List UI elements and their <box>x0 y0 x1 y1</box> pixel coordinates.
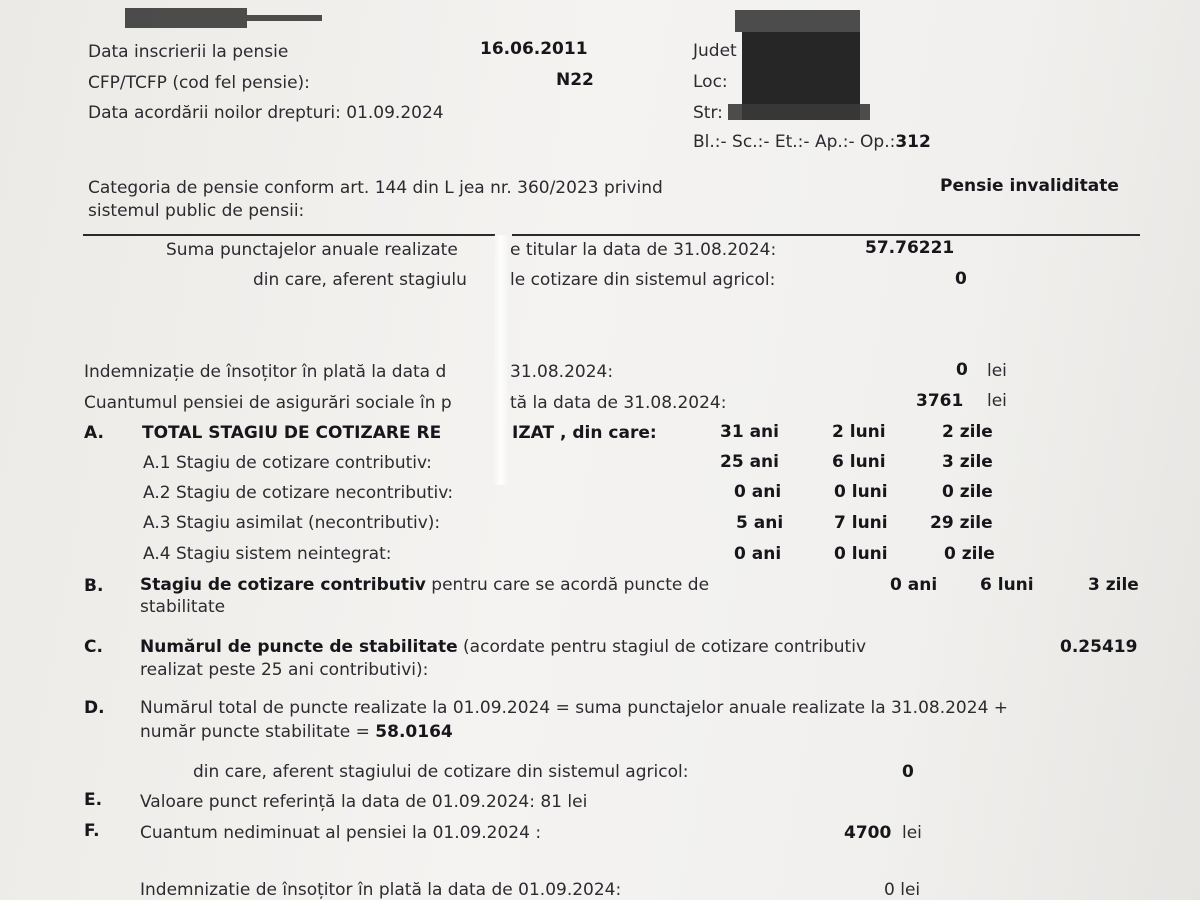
suma-label-b: e titular la data de 31.08.2024: <box>510 240 777 260</box>
a2-ani: 0 ani <box>734 482 782 502</box>
indemnizatie-unit: lei <box>987 361 1007 381</box>
section-a-ani: 31 ani <box>720 422 779 442</box>
section-d-letter: D. <box>84 698 105 718</box>
indemnizatie-label-a: Indemnizație de însoțitor în plată la data d <box>84 362 447 382</box>
category-line1: Categoria de pensie conform art. 144 din L jea nr. 360/2023 privind <box>88 178 663 198</box>
a1-zile: 3 zile <box>942 452 993 472</box>
section-b-rest: pentru care se acordă puncte de <box>425 575 710 595</box>
a3-label: A.3 Stagiu asimilat (necontributiv): <box>143 513 441 533</box>
section-f-letter: F. <box>84 821 100 841</box>
redaction-street <box>728 104 870 120</box>
paper-fold <box>493 235 509 485</box>
section-d-line1: Numărul total de puncte realizate la 01.09.2024 = suma punctajelor anuale realizate la 31.08.2024 + <box>140 698 1009 718</box>
a2-zile: 0 zile <box>942 482 993 502</box>
a1-ani: 25 ani <box>720 452 779 472</box>
cuantum-label-b: tă la data de 31.08.2024: <box>510 393 727 413</box>
a1-luni: 6 luni <box>832 452 886 472</box>
a3-ani: 5 ani <box>736 513 784 533</box>
section-b-letter: B. <box>84 576 104 596</box>
suma-value: 57.76221 <box>865 238 955 258</box>
section-e-text: Valoare punct referință la data de 01.09.2024: 81 lei <box>140 792 588 812</box>
section-b-zile: 3 zile <box>1088 575 1139 595</box>
section-d-value: 58.0164 <box>375 722 453 742</box>
cuantum-unit: lei <box>987 391 1007 411</box>
section-a-label-b: IZAT , din care: <box>512 423 657 443</box>
section-c-value: 0.25419 <box>1060 637 1138 657</box>
section-a-label-a: TOTAL STAGIU DE COTIZARE RE <box>142 423 442 443</box>
a2-luni: 0 luni <box>834 482 888 502</box>
agricol-label-a: din care, aferent stagiulu <box>253 270 467 290</box>
section-e-letter: E. <box>84 790 103 810</box>
cfp-label: CFP/TCFP (cod fel pensie): <box>88 73 310 93</box>
agricol-value: 0 <box>955 269 967 289</box>
section-b-bold: Stagiu de cotizare contributiv <box>140 575 426 595</box>
section-c-bold: Numărul de puncte de stabilitate <box>140 637 458 657</box>
a2-label: A.2 Stagiu de cotizare necontributiv: <box>143 483 454 503</box>
a4-zile: 0 zile <box>944 544 995 564</box>
footer-indemnizatie-value: 0 lei <box>884 880 921 900</box>
section-b-luni: 6 luni <box>980 575 1034 595</box>
a3-luni: 7 luni <box>834 513 888 533</box>
footer-indemnizatie-label: Indemnizatie de însoțitor în plată la data de 01.09.2024: <box>140 880 622 900</box>
indemnizatie-value: 0 <box>956 360 968 380</box>
section-c-line2: realizat peste 25 ani contributivi): <box>140 660 429 680</box>
redaction-name-tail <box>247 15 322 21</box>
data-inscrierii-value: 16.06.2011 <box>480 39 588 59</box>
redaction-name-top <box>125 8 247 28</box>
section-a-zile: 2 zile <box>942 422 993 442</box>
a4-luni: 0 luni <box>834 544 888 564</box>
agricol-label-b: le cotizare din sistemul agricol: <box>510 270 776 290</box>
section-b-line2: stabilitate <box>140 597 226 617</box>
judet-label: Judet <box>693 41 737 61</box>
section-f-unit: lei <box>902 823 922 843</box>
section-d-agricol-label: din care, aferent stagiului de cotizare din sistemul agricol: <box>193 762 689 782</box>
op-value: 312 <box>895 132 931 152</box>
cuantum-value: 3761 <box>916 391 964 411</box>
a3-zile: 29 zile <box>930 513 993 533</box>
str-label: Str: <box>693 103 723 123</box>
section-c-rest: (acordate pentru stagiul de cotizare contributiv <box>457 637 867 657</box>
section-b-line1 <box>140 575 709 595</box>
address-line <box>693 132 931 152</box>
data-inscrierii-label: Data inscrierii la pensie <box>88 42 289 62</box>
section-divider-right <box>512 234 1140 236</box>
category-value: Pensie invaliditate <box>940 176 1119 196</box>
section-d-line2-label: număr puncte stabilitate = <box>140 722 376 742</box>
section-a-letter: A. <box>84 423 104 443</box>
section-d-agricol-value: 0 <box>902 762 914 782</box>
address-fields: Bl.:- Sc.:- Et.:- Ap.:- Op.: <box>693 132 896 152</box>
section-a-luni: 2 luni <box>832 422 886 442</box>
cuantum-label-a: Cuantumul pensiei de asigurări sociale în p <box>84 393 452 413</box>
section-f-label: Cuantum nediminuat al pensiei la 01.09.2024 : <box>140 823 542 843</box>
category-line2: sistemul public de pensii: <box>88 201 305 221</box>
section-c-line1 <box>140 637 866 657</box>
indemnizatie-label-b: 31.08.2024: <box>510 362 614 382</box>
section-f-value: 4700 <box>844 823 892 843</box>
section-b-ani: 0 ani <box>890 575 938 595</box>
loc-label: Loc: <box>693 72 728 92</box>
section-c-letter: C. <box>84 637 103 657</box>
a1-label: A.1 Stagiu de cotizare contributiv: <box>143 453 432 473</box>
a4-label: A.4 Stagiu sistem neintegrat: <box>143 544 392 564</box>
suma-label-a: Suma punctajelor anuale realizate <box>166 240 458 260</box>
a4-ani: 0 ani <box>734 544 782 564</box>
section-divider <box>83 234 495 236</box>
section-d-line2 <box>140 722 453 742</box>
cfp-value: N22 <box>556 70 594 90</box>
data-acordarii: Data acordării noilor drepturi: 01.09.2024 <box>88 103 444 123</box>
redaction-top-right <box>735 10 860 32</box>
